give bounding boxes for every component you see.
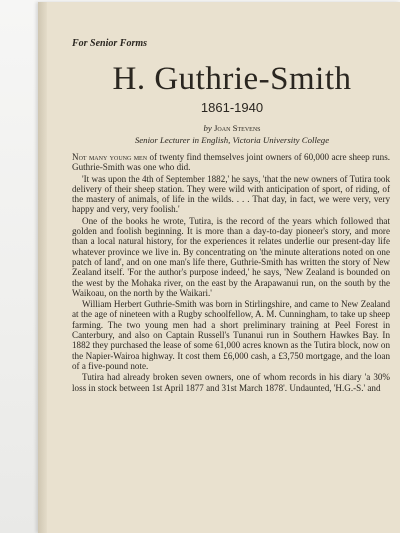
paragraph: 'It was upon the 4th of September 1882,' he says, 'that the new owners of Tutira took delivery of their sheep station. They were wild with anticipation of sport, of riding, of the mastery of animals, of life in the wilds. . . . That day, in fact, we were very, very happy and very, very foolish.' <box>72 173 390 215</box>
article-body <box>72 152 390 394</box>
section-label: For Senior Forms <box>72 38 148 49</box>
author-name: Joan Stevens <box>214 123 261 133</box>
lead-in: Not many young men <box>72 152 148 162</box>
page-title: H. Guthrie-Smith <box>112 61 352 97</box>
byline <box>72 123 392 133</box>
paragraph-text: of twenty find themselves joint owners of 60,000 acre sheep runs. Guthrie-Smith was one who did. <box>72 152 391 173</box>
page-fold <box>38 2 47 533</box>
byline-prefix: by <box>203 123 212 133</box>
life-dates: 1861-1940 <box>200 100 264 115</box>
paragraph <box>72 152 390 173</box>
author-affiliation: Senior Lecturer in English, Victoria University College <box>134 135 330 145</box>
paragraph: William Herbert Guthrie-Smith was born in Stirlingshire, and came to New Zealand at the age of nineteen with a Rugby schoolfellow, A. M. Cunningham, to take up sheep farming. The two young men had a short preliminary training at Peel Forest in Canterbury, and also on Captain Russell's Tunanui run in Southern Hawkes Bay. In 1882 they purchased the lease of some 61,000 acres known as the Tutira block, now on the Napier-Wairoa highway. It cost them £6,000 cash, a £3,750 mortgage, and the loan of a five-pound note. <box>72 299 390 371</box>
paragraph: One of the books he wrote, Tutira, is the record of the years which followed that golden and foolish beginning. It is more than a day-to-day pioneer's story, and more than a local natural history, for the experiences it relates underlie our present-day life whatever province we live in. By concentrating on 'the minute alterations noted on one patch of land', and on one man's life there, Guthrie-Smith has written the story of New Zealand itself. 'For the author's purpose indeed,' he says, 'New Zealand is bounded on the west by the Mohaka river, on the east by the Arapawanui run, on the south by the Waikoau, on the north by the Waikari.' <box>72 215 390 298</box>
page-content <box>72 0 392 533</box>
paragraph: Tutira had already broken seven owners, one of whom records in his diary 'a 30% loss in stock between 1st April 1877 and 31st March 1878'. Undaunted, 'H.G.-S.' and <box>72 372 390 393</box>
